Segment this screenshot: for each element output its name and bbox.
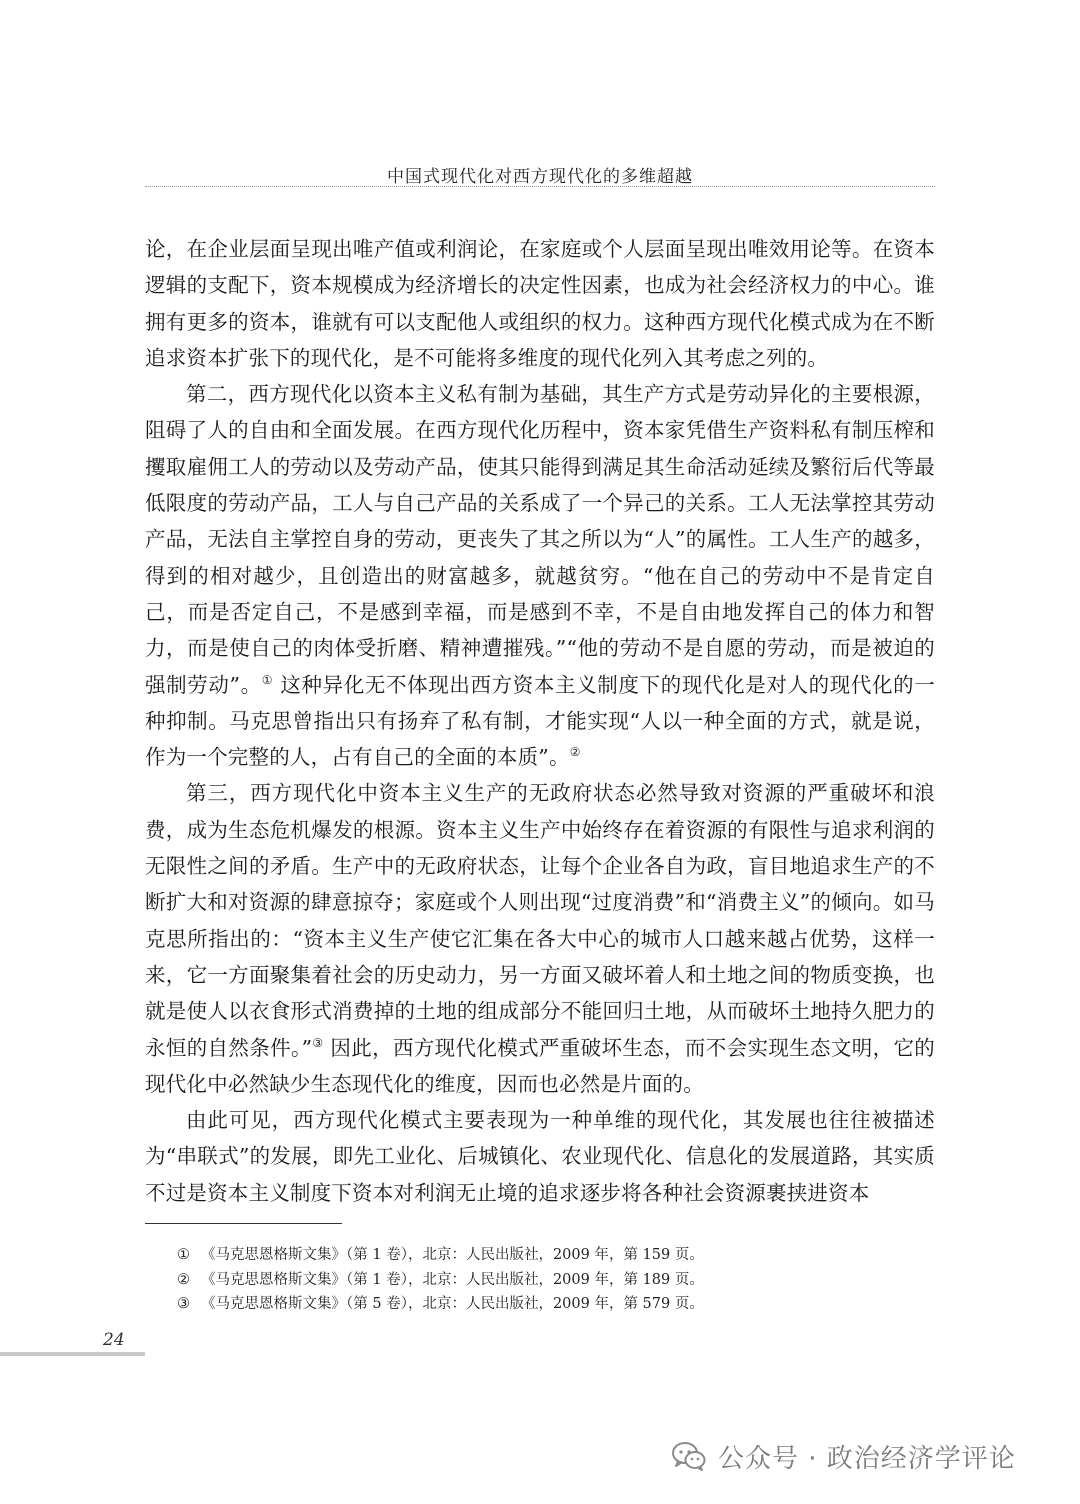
paragraph-2-text-a: 第二，西方现代化以资本主义私有制为基础，其生产方式是劳动异化的主要根源，阻碍了人的自由和全面发展。在西方现代化历程中，资本家凭借生产资料私有制压榨和攫取雇佣工人的劳动以及劳动产品，使其只能得到满足其生命活动延续及繁衍后代等最低限度的劳动产品，工人与自己产品的关系成了一个异己的关系。工人无法掌控其劳动产品，无法自主掌控自身的劳动，更丧失了其之所以为“人”的属性。工人生产的越多，得到的相对越少，且创造出的财富越多，就越贫穷。“他在自己的劳动中不是肯定自己，而是否定自己，不是感到幸福，而是感到不幸，不是自由地发挥自己的体力和智力，而是使自己的肉体受折磨、精神遭摧残。”“他的劳动不是自愿的劳动，而是被迫的强制劳动”。	[145, 382, 935, 697]
footnote-2	[177, 1268, 917, 1293]
footnote-2-text: 《马克思恩格斯文集》（第 1 卷），北京：人民出版社，2009 年，第 189 页。	[201, 1271, 704, 1288]
watermark	[672, 1438, 1016, 1474]
footnotes	[177, 1243, 917, 1317]
header-divider	[145, 186, 935, 187]
footnote-3-text: 《马克思恩格斯文集》（第 5 卷），北京：人民出版社，2009 年，第 579 页。	[201, 1296, 704, 1312]
footnote-1	[177, 1243, 917, 1268]
paragraph-2-text-b: 这种异化无不体现出西方资本主义制度下的现代化是对人的现代化的一种抑制。马克思曾指出只有扬弃了私有制，才能实现“人以一种全面的方式，就是说，作为一个完整的人，占有自己的全面的本质”。	[145, 672, 935, 770]
paragraph-3-text-a: 第三，西方现代化中资本主义生产的无政府状态必然导致对资源的严重破坏和浪费，成为生态危机爆发的根源。资本主义生产中始终存在着资源的有限性与追求利润的无限性之间的矛盾。生产中的无政府状态，让每个企业各自为政，盲目地追求生产的不断扩大和对资源的肆意掠夺；家庭或个人则出现“过度消费”和“消费主义”的倾向。如马克思所指出的：“资本主义生产使它汇集在各大中心的城市人口越来越占优势，这样一来，它一方面聚集着社会的历史动力，另一方面又破坏着人和土地之间的物质变换，也就是使人以衣食形式消费掉的土地的组成部分不能回归土地，从而破坏土地持久肥力的永恒的自然条件。”	[145, 781, 935, 1060]
footnote-ref-1[interactable]: ①	[261, 672, 274, 687]
paragraph-4: 由此可见，西方现代化模式主要表现为一种单维的现代化，其发展也往往被描述为“串联式”的发展，即先工业化、后城镇化、农业现代化、信息化的发展道路，其实质不过是资本主义制度下资本对利润无止境的追求逐步将各种社会资源裹挟进资本	[145, 1108, 935, 1205]
paragraph-3	[145, 775, 935, 1102]
footnote-ref-3[interactable]: ③	[312, 1035, 324, 1050]
page-number-bar	[0, 1352, 145, 1356]
footnote-3-mark: ③	[177, 1296, 190, 1312]
page-number: 24	[103, 1330, 125, 1350]
paragraph-1: 论，在企业层面呈现出唯产值或利润论，在家庭或个人层面呈现出唯效用论等。在资本逻辑的支配下，资本规模成为经济增长的决定性因素，也成为社会经济权力的中心。谁拥有更多的资本，谁就有可以支配他人或组织的权力。这种西方现代化模式成为在不断追求资本扩张下的现代化，是不可能将多维度的现代化列入其考虑之列的。	[145, 237, 935, 370]
paragraph-2	[145, 376, 935, 775]
footnote-1-mark: ①	[177, 1247, 190, 1263]
footnote-2-mark: ②	[177, 1271, 190, 1288]
footnote-3	[177, 1292, 917, 1317]
footnote-1-text: 《马克思恩格斯文集》（第 1 卷），北京：人民出版社，2009 年，第 159 页。	[201, 1247, 704, 1263]
footnote-divider	[145, 1223, 342, 1224]
running-head-title: 中国式现代化对西方现代化的多维超越	[387, 167, 693, 187]
paragraph-3-text-b: 因此，西方现代化模式严重破坏生态，而不会实现生态文明，它的现代化中必然缺少生态现代化的维度，因而也必然是片面的。	[145, 1035, 935, 1096]
watermark-text: 公众号 · 政治经济学评论	[718, 1443, 1016, 1474]
footnote-ref-2[interactable]: ②	[569, 745, 581, 760]
wechat-icon	[672, 1441, 706, 1471]
body-text	[145, 231, 935, 1211]
